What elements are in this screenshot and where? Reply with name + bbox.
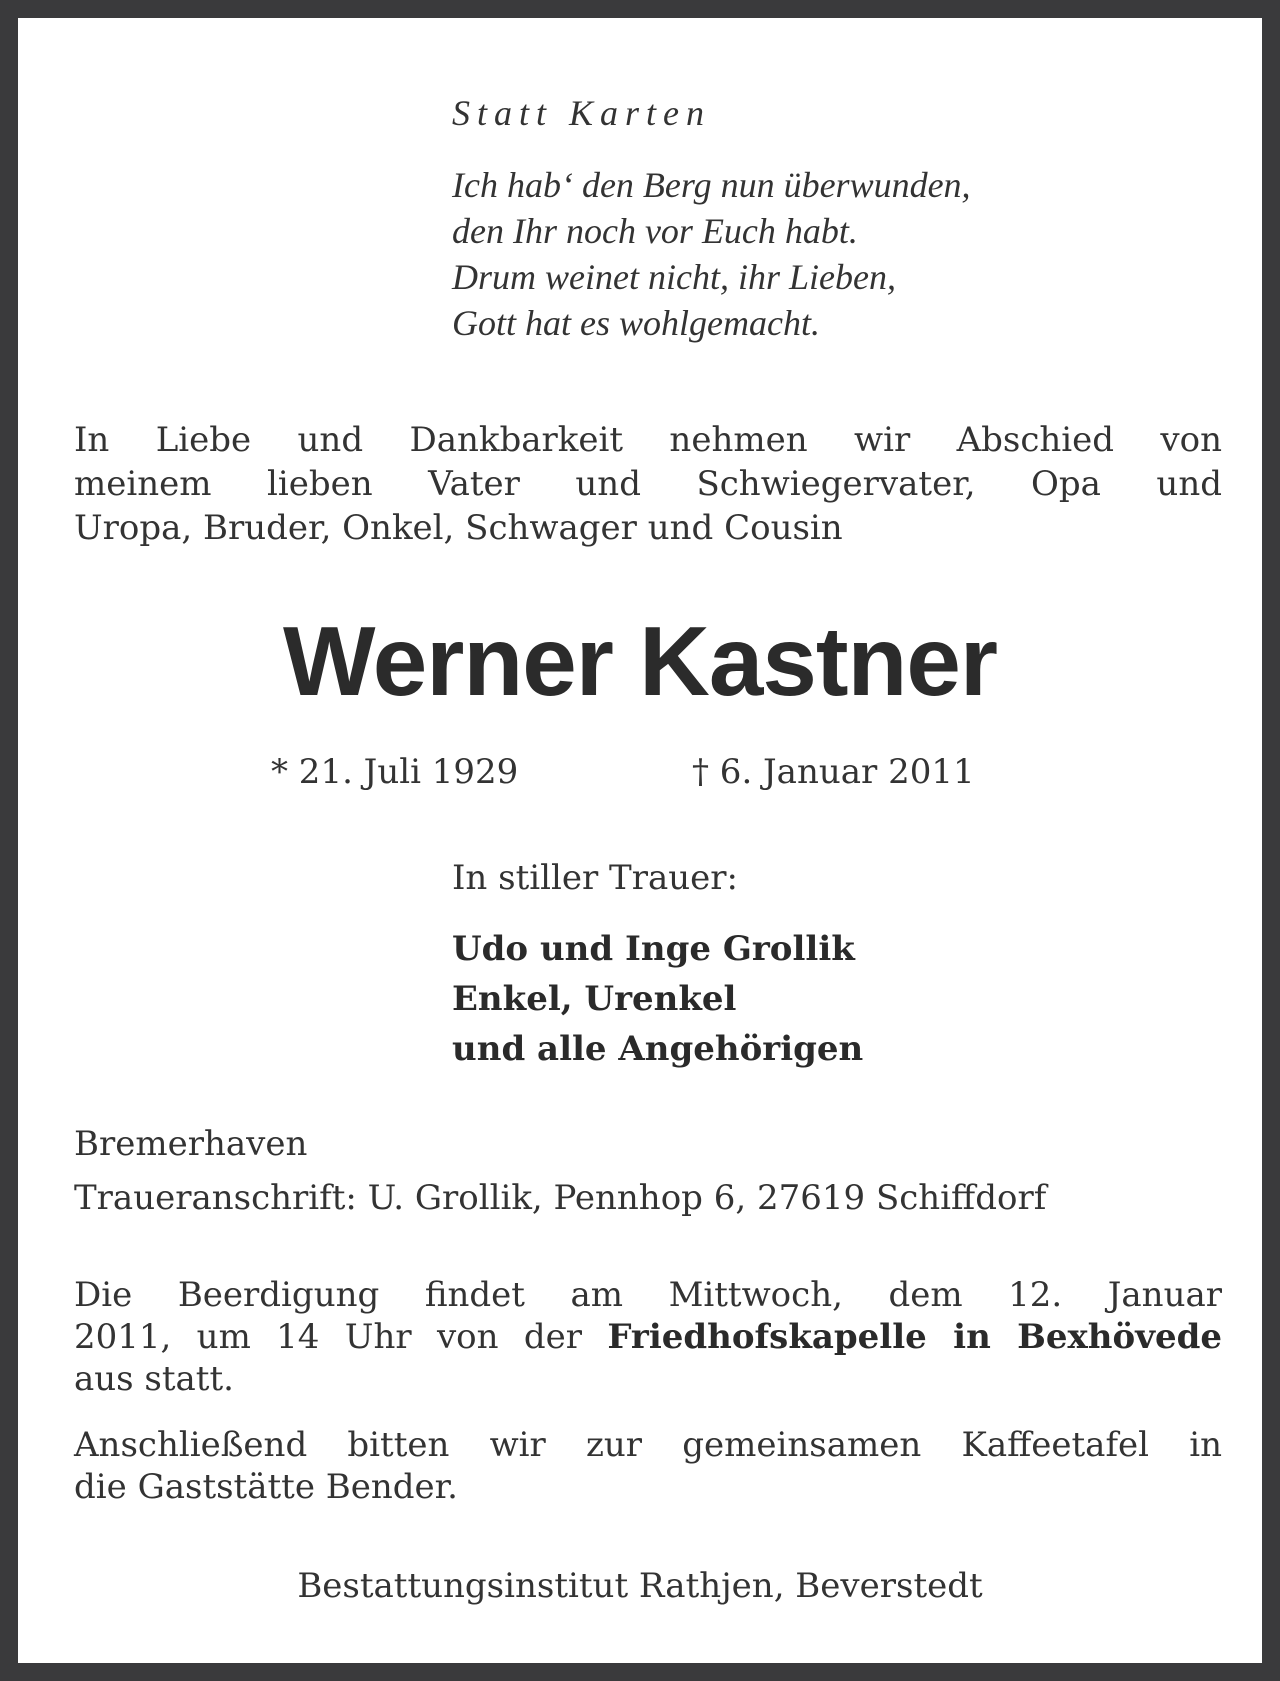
poem-line: Drum weinet nicht, ihr Lieben, [452,257,896,297]
mourner-name: Enkel, Urenkel [452,979,737,1019]
intro-line: Uropa, Bruder, Onkel, Schwager und Cousin [74,508,843,548]
intro-line: In Liebe und Dankbarkeit nehmen wir Abschied von [74,420,1222,460]
poem-line: den Ihr noch vor Euch habt. [452,211,858,251]
mourning-address: Traueranschrift: U. Grollik, Pennhop 6, 27619 Schiffdorf [74,1178,1047,1218]
obituary-notice [18,18,1262,1663]
city: Bremerhaven [74,1124,308,1164]
mourner-name: und alle Angehörigen [452,1029,864,1069]
poem-line: Gott hat es wohlgemacht. [452,303,820,343]
poem [452,162,971,346]
funeral-venue: Friedhofskapelle in Bexhövede [607,1317,1222,1357]
poem-line: Ich hab‘ den Berg nun überwunden, [452,165,971,205]
birth-date: * 21. Juli 1929 [271,752,519,792]
undertaker: Bestattungsinstitut Rathjen, Beverstedt [297,1566,983,1606]
intro-paragraph [74,418,1222,550]
coffee-line: Anschließend bitten wir zur gemeinsamen Kaffeetafel in [74,1425,1222,1465]
funeral-line [74,1316,1222,1358]
deceased-name: Werner Kastner [282,606,997,716]
mourning-heading: In stiller Trauer: [452,858,738,898]
death-date: † 6. Januar 2011 [692,752,975,792]
funeral-line: Die Beerdigung findet am Mittwoch, dem 12. Januar [74,1275,1222,1315]
intro-line: meinem lieben Vater und Schwiegervater, Opa und [74,464,1222,504]
funeral-time: 2011, um 14 Uhr von der [74,1317,583,1357]
coffee-paragraph [74,1424,1222,1508]
mourners-list [452,924,863,1074]
coffee-line: die Gaststätte Bender. [74,1467,458,1507]
mourner-name: Udo und Inge Grollik [452,929,855,969]
funeral-paragraph [74,1274,1222,1400]
funeral-line: aus statt. [74,1359,234,1399]
statt-karten-heading: Statt Karten [452,93,712,133]
